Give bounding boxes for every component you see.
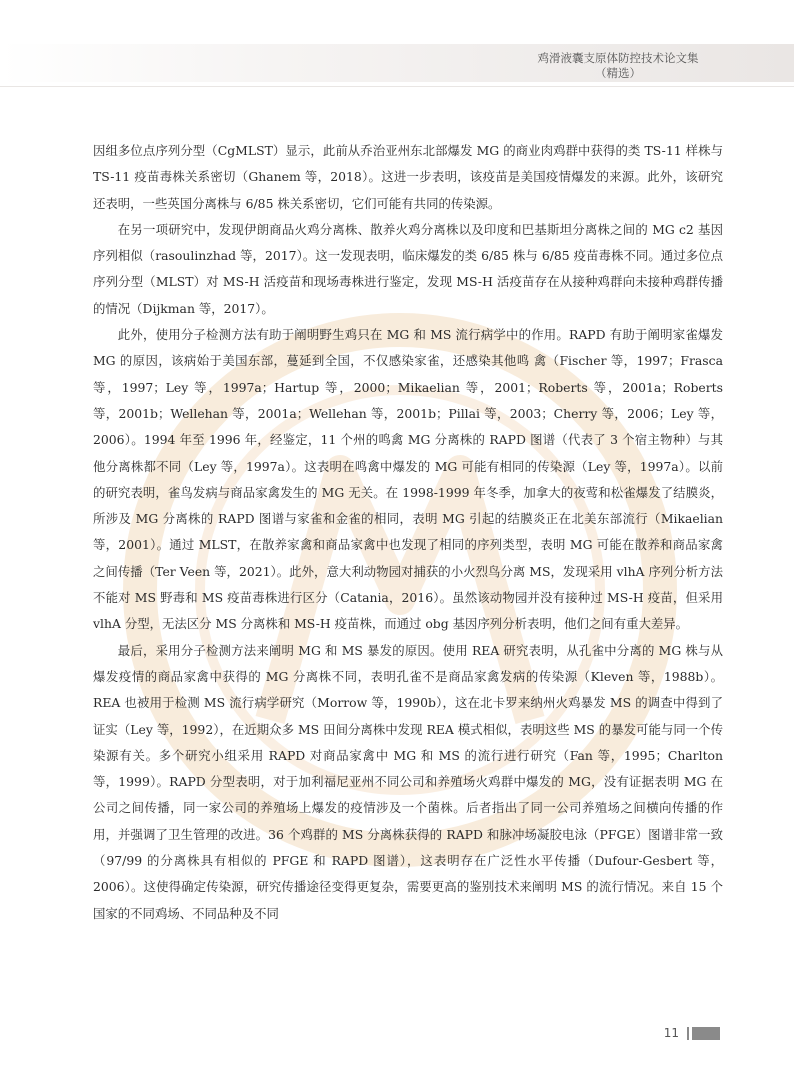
header-title-line2: （精选）: [595, 66, 641, 80]
page-number: 11: [663, 1026, 679, 1040]
footer-divider-mark: [687, 1027, 689, 1040]
header-title-line1: 鸡滑液囊支原体防控技术论文集: [537, 51, 699, 65]
header-divider: [0, 86, 794, 87]
paragraph: 此外，使用分子检测方法有助于阐明野生鸡只在 MG 和 MS 流行病学中的作用。RAPD 有助于阐明家雀爆发 MG 的原因，该病始于美国东部，蔓延到全国，不仅感染家雀，还感染其他鸣 禽（Fischer 等，1997；Frasca 等，1997；Ley 等，1997a；Hartup 等，2000；Mikaelian 等，2001；Roberts 等，2001a；Roberts 等，2001b；Wellehan 等，2001a；Wellehan 等，2001b；Pillai 等，2003；Cherry 等，2006；Ley 等，2006）。1994 年至 1996 年，经鉴定，11 个州的鸣禽 MG 分离株的 RAPD 图谱（代表了 3 个宿主物种）与其他分离株都不同（Ley 等，1997a）。这表明在鸣禽中爆发的 MG 可能有相同的传染源（Ley 等，1997a）。以前的研究表明，雀鸟发病与商品家禽发生的 MG 无关。在 1998-1999 年冬季，加拿大的夜莺和松雀爆发了结膜炎，所涉及 MG 分离株的 RAPD 图谱与家雀和金雀的相同，表明 MG 引起的结膜炎正在北美东部流行（Mikaelian 等，2001）。通过 MLST，在散养家禽和商品家禽中也发现了相同的序列类型，表明 MG 可能在散养和商品家禽之间传播（Ter Veen 等，2021）。此外，意大利动物园对捕获的小火烈鸟分离 MS，发现采用 vlhA 序列分析方法不能对 MS 野毒和 MS 疫苗毒株进行区分（Catania，2016）。虽然该动物园并没有接种过 MS-H 疫苗，但采用 vlhA 分型，无法区分 MS 分离株和 MS-H 疫苗株，而通过 obg 基因序列分析表明，他们之间有重大差异。: [93, 327, 723, 632]
paragraph: 最后，采用分子检测方法来阐明 MG 和 MS 暴发的原因。使用 REA 研究表明，从孔雀中分离的 MG 株与从爆发疫情的商品家禽中获得的 MG 分离株不同，表明孔雀不是商品家禽发病的传染源（Kleven 等，1988b）。REA 也被用于检测 MS 流行病学研究（Morrow 等，1990b），这在北卡罗来纳州火鸡暴发 MS 的调查中得到了证实（Ley 等，1992），在近期众多 MS 田间分离株中发现 REA 模式相似，表明这些 MS 的暴发可能与同一个传染源有关。多个研究小组采用 RAPD 对商品家禽中 MG 和 MS 的流行进行研究（Fan 等，1995；Charlton 等，1999）。RAPD 分型表明，对于加利福尼亚州不同公司和养殖场火鸡群中爆发的 MG，没有证据表明 MG 在公司之间传播，同一家公司的养殖场上爆发的疫情涉及一个菌株。后者指出了同一公司养殖场之间横向传播的作用，并强调了卫生管理的改进。36 个鸡群的 MS 分离株获得的 RAPD 和脉冲场凝胶电泳（PFGE）图谱非常一致（97/99 的分离株具有相似的 PFGE 和 RAPD 图谱），这表明存在广泛性水平传播（Dufour-Gesbert 等，2006）。这使得确定传染源，研究传播途径变得更复杂，需要更高的鉴别技术来阐明 MS 的流行情况。来自 15 个国家的不同鸡场、不同品种及不同: [93, 642, 723, 921]
paragraph: 在另一项研究中，发现伊朗商品火鸡分离株、散养火鸡分离株以及印度和巴基斯坦分离株之间的 MG c2 基因序列相似（rasoulinzhad 等，2017）。这一发现表明，临床爆发的类 6/85 株与 6/85 疫苗毒株不同。通过多位点序列分型（MLST）对 MS-H 活疫苗和现场毒株进行鉴定，发现 MS-H 活疫苗存在从接种鸡群向未接种鸡群传播的情况（Dijkman 等，2017）。: [93, 221, 723, 316]
paragraph: 因组多位点序列分型（CgMLST）显示，此前从乔治亚州东北部爆发 MG 的商业肉鸡群中获得的类 TS-11 样株与 TS-11 疫苗毒株关系密切（Ghanem 等，2018）。这进一步表明，该疫苗是美国疫情爆发的来源。此外，该研究还表明，一些英国分离株与 6/85 株关系密切，它们可能有共同的传染源。: [93, 143, 723, 211]
running-header: [508, 51, 728, 81]
footer-bar-mark: [692, 1027, 720, 1040]
body-text: [93, 138, 723, 927]
